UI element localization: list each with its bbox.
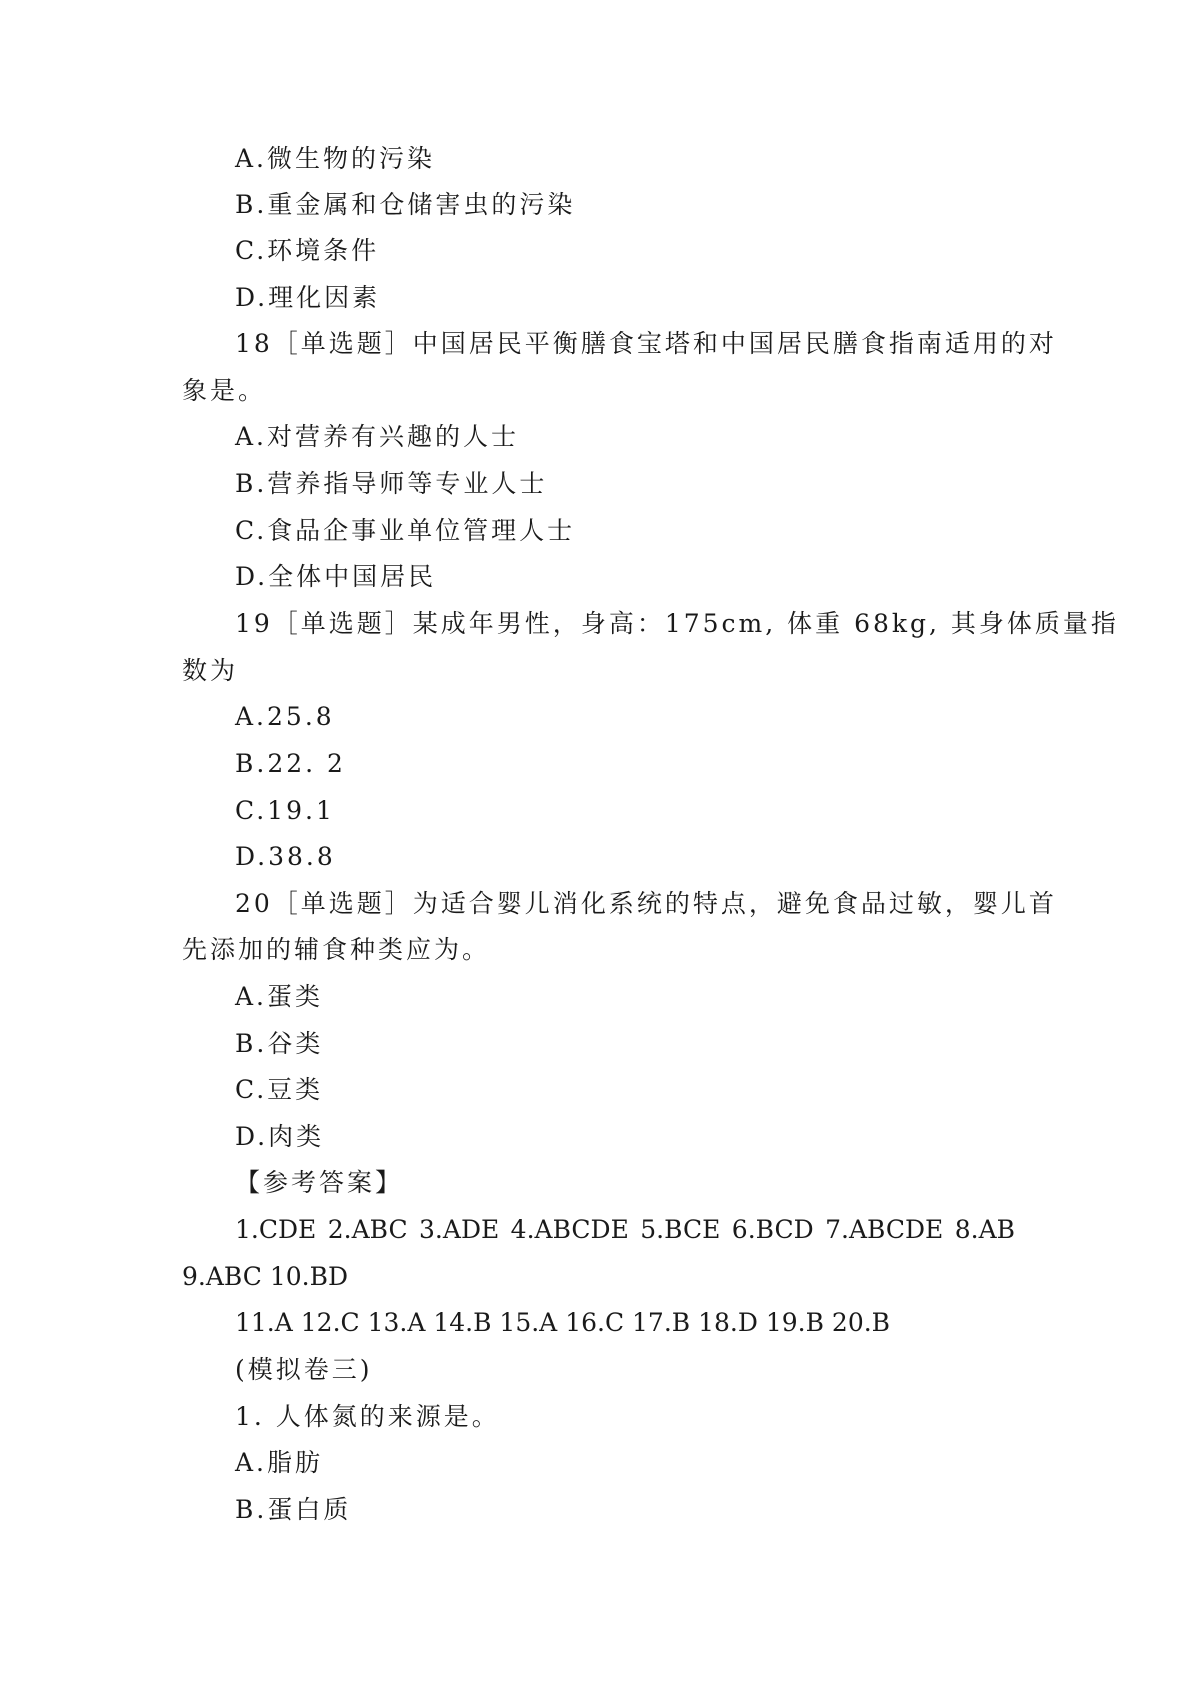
answers-row-1 [235, 1215, 1015, 1245]
option-20-d: D.肉类 [235, 1122, 325, 1151]
answer-item: 5.BCE [640, 1215, 721, 1244]
option-19-b: B.22. 2 [235, 749, 346, 778]
question-20-cont: 先添加的辅食种类应为。 [182, 935, 491, 964]
option-17-d: D.理化因素 [235, 283, 381, 312]
option-18-c: C.食品企事业单位管理人士 [235, 516, 576, 545]
option-1-a: A.脂肪 [235, 1448, 324, 1477]
question-19-cont: 数为 [182, 656, 239, 685]
option-20-c: C.豆类 [235, 1075, 324, 1104]
answer-item: 7.ABCDE [825, 1215, 944, 1244]
answer-item: 8.AB [954, 1215, 1015, 1244]
question-1: 1. 人体氮的来源是。 [235, 1402, 500, 1431]
answer-item: 3.ADE [419, 1215, 500, 1244]
option-17-a: A.微生物的污染 [235, 144, 436, 173]
answer-item: 2.ABC [327, 1215, 408, 1244]
mock-exam-title: (模拟卷三) [235, 1355, 373, 1384]
answer-item: 6.BCD [731, 1215, 814, 1244]
option-20-a: A.蛋类 [235, 982, 324, 1011]
option-17-b: B.重金属和仓储害虫的污染 [235, 190, 576, 219]
option-17-c: C.环境条件 [235, 236, 380, 265]
question-18-cont: 象是。 [182, 376, 267, 405]
option-18-b: B.营养指导师等专业人士 [235, 469, 548, 498]
question-18: 18［单选题］中国居民平衡膳食宝塔和中国居民膳食指南适用的对 [235, 329, 1057, 358]
option-20-b: B.谷类 [235, 1029, 324, 1058]
option-19-d: D.38.8 [235, 842, 336, 871]
answers-row-1-cont: 9.ABC 10.BD [182, 1262, 348, 1291]
option-1-b: B.蛋白质 [235, 1495, 352, 1524]
option-19-c: C.19.1 [235, 796, 335, 825]
answer-item: 4.ABCDE [510, 1215, 629, 1244]
option-18-d: D.全体中国居民 [235, 562, 437, 591]
option-18-a: A.对营养有兴趣的人士 [235, 422, 520, 451]
answer-item: 1.CDE [235, 1215, 317, 1244]
question-19: 19［单选题］某成年男性，身高：175cm, 体重 68kg, 其身体质量指 [235, 609, 1119, 638]
question-20: 20［单选题］为适合婴儿消化系统的特点，避免食品过敏，婴儿首 [235, 889, 1057, 918]
answer-key-heading: 【参考答案】 [235, 1168, 404, 1197]
option-19-a: A.25.8 [235, 702, 335, 731]
answers-row-2: 11.A 12.C 13.A 14.B 15.A 16.C 17.B 18.D 19.B 20.B [235, 1308, 891, 1337]
